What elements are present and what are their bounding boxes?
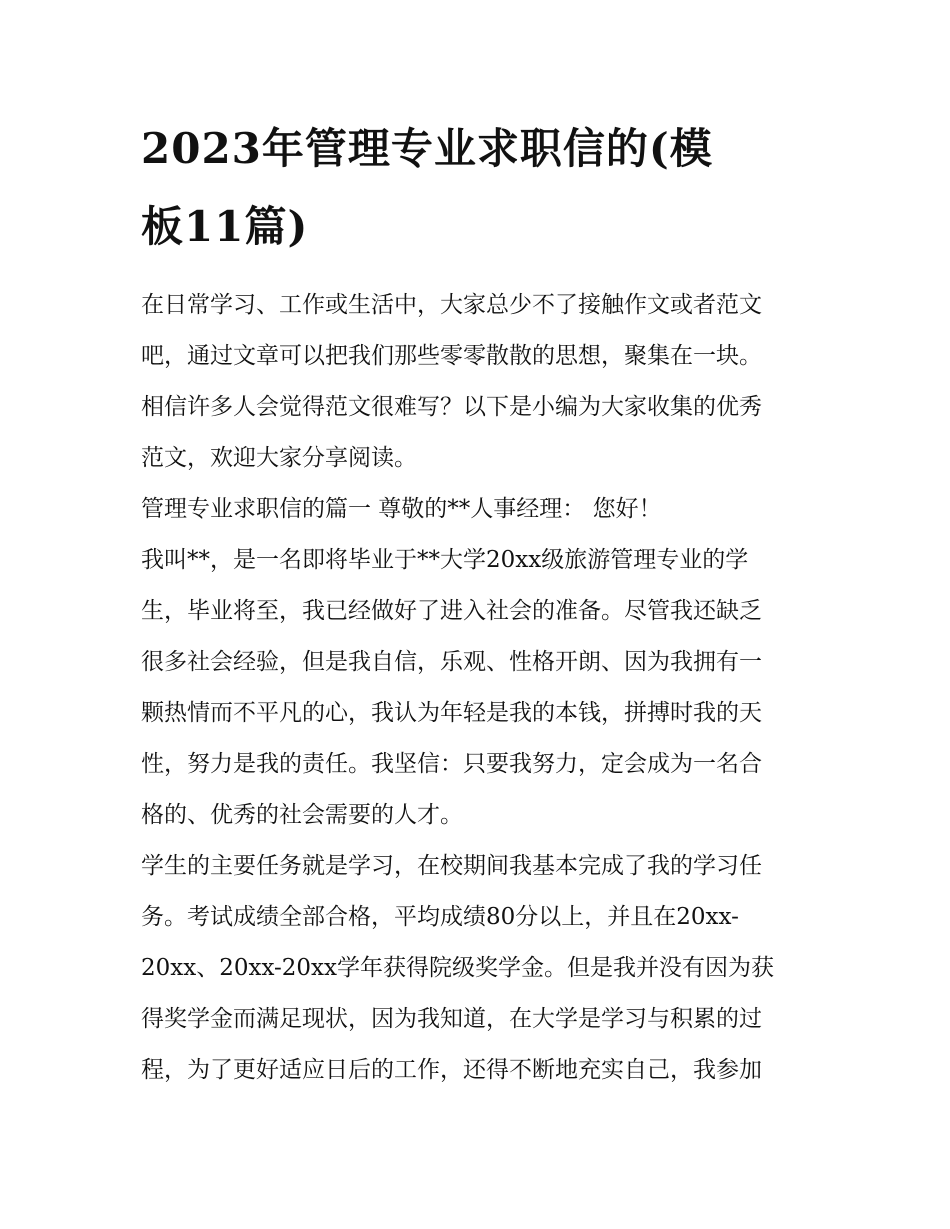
document-page — [141, 110, 813, 1096]
letter-heading-paragraph: 管理专业求职信的篇一 尊敬的**人事经理： 您好！ — [141, 496, 662, 522]
document-title: 2023年管理专业求职信的(模 板11篇) — [141, 124, 713, 251]
intro-paragraph: 在日常学习、工作或生活中，大家总少不了接触作文或者范文 吧，通过文章可以把我们那些零零散散的思想，聚集在一块。 相信许多人会觉得范文很难写？以下是小编为大家收集的优秀 范文，欢迎大家分享阅读。 — [141, 292, 762, 471]
self-introduction-paragraph: 我叫**，是一名即将毕业于**大学20xx级旅游管理专业的学 生，毕业将至，我已经做好了进入社会的准备。尽管我还缺乏 很多社会经验，但是我自信，乐观、性格开朗、因为我拥有一 颗热情而不平凡的心，我认为年轻是我的本钱，拼搏时我的天 性，努力是我的责任。我坚信：只要我努力，定会成为一名合 格的、优秀的社会需要的人才。 — [141, 547, 762, 828]
study-paragraph: 学生的主要任务就是学习，在校期间我基本完成了我的学习任 务。考试成绩全部合格，平均成绩80分以上，并且在20xx- 20xx、20xx-20xx学年获得院级奖学金。但是我并没有因为获 得奖学金而满足现状，因为我知道，在大学是学习与积累的过 程，为了更好适应日后的工作，还得不断地充实自己，我参加 — [141, 853, 774, 1083]
